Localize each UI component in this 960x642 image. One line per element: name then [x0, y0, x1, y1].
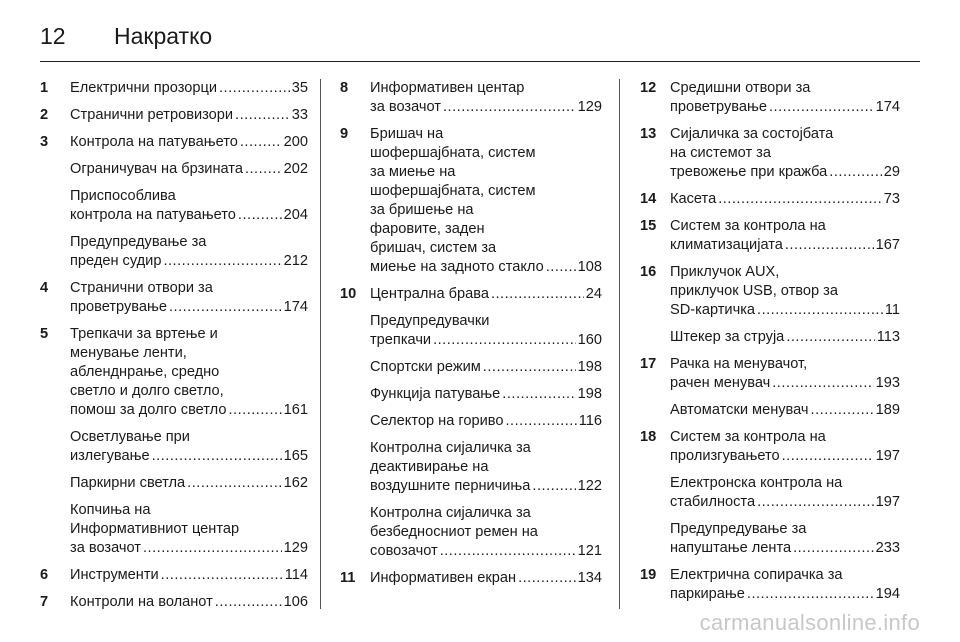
toc-entry-text: шофершајбната, систем	[370, 145, 536, 161]
toc-entry-body	[670, 566, 900, 604]
toc-entry-text: Осветлување при	[70, 429, 190, 445]
leader-dots	[793, 539, 874, 558]
toc-entry-text: Касета	[670, 191, 717, 207]
toc-entry-number: 5	[40, 326, 49, 342]
toc-entry-last-line	[70, 298, 308, 317]
toc-entry	[40, 593, 308, 612]
toc-entry-text: менување ленти,	[70, 345, 187, 361]
toc-entry-last-line	[670, 374, 900, 393]
toc-entry-body	[670, 328, 900, 347]
toc-entry	[670, 328, 900, 347]
toc-entry-page: 194	[875, 586, 900, 602]
leader-dots	[532, 477, 575, 496]
toc-entry	[370, 385, 602, 404]
toc-entry-last-line	[670, 401, 900, 420]
toc-entry-body	[70, 474, 308, 493]
toc-entry-body	[670, 474, 900, 512]
toc-entry-last-line	[670, 190, 900, 209]
toc-entry-text: помош за долго светло	[70, 402, 227, 418]
toc-column-1	[40, 79, 308, 620]
toc-entry-body	[370, 569, 602, 588]
toc-entry	[640, 263, 900, 320]
toc-entry-page: 233	[875, 540, 900, 556]
toc-entry-page: 160	[577, 332, 602, 348]
toc-entry	[340, 79, 602, 117]
toc-entry-number: 16	[640, 264, 657, 280]
toc-entry-body	[70, 428, 308, 466]
column-divider	[320, 79, 321, 609]
toc-entry-text: Автоматски менувач	[670, 402, 809, 418]
toc-entry-number: 11	[340, 570, 356, 586]
leader-dots	[169, 298, 282, 317]
toc-entry-page: 167	[875, 237, 900, 253]
toc-entry-page: 106	[283, 594, 308, 610]
toc-entry-last-line	[70, 252, 308, 271]
toc-entry-last-line	[370, 358, 602, 377]
toc-entry-text: Информативниот центар	[70, 521, 240, 537]
leader-dots	[782, 447, 874, 466]
toc-entry-body	[70, 279, 308, 317]
toc-entry-number: 18	[640, 429, 657, 445]
toc-entry-text: Рачка на менувачот,	[670, 356, 808, 372]
toc-entry-number: 12	[640, 80, 657, 96]
toc-entry-text: тревожење при кражба	[670, 164, 828, 180]
toc-entry-body	[370, 125, 602, 277]
toc-entry-last-line	[70, 593, 308, 612]
toc-entry-last-line	[70, 447, 308, 466]
toc-entry-page: 193	[875, 375, 900, 391]
toc-entry-text: шофершајбната, систем	[370, 183, 536, 199]
toc-entry	[370, 439, 602, 496]
toc-entry	[70, 428, 308, 466]
toc-entry-last-line	[70, 106, 308, 125]
toc-entry-text: стабилноста	[670, 494, 756, 510]
toc-entry-text: за бришење на	[370, 202, 474, 218]
toc-entry-number: 17	[640, 356, 657, 372]
toc-entry-page: 108	[577, 259, 602, 275]
leader-dots	[219, 79, 290, 98]
toc-entry-page: 11	[884, 302, 900, 318]
toc-entry-text: Систем за контрола на	[670, 218, 826, 234]
toc-entry-body	[70, 593, 308, 612]
toc-entry-last-line	[370, 258, 602, 277]
toc-entry-text: Контроли на воланот	[70, 594, 213, 610]
toc-entry-text: излегување	[70, 448, 150, 464]
toc-entry-page: 197	[875, 448, 900, 464]
toc-entry-last-line	[70, 474, 308, 493]
toc-entry-page: 189	[875, 402, 900, 418]
toc-entry-last-line	[70, 539, 308, 558]
header-rule	[40, 61, 920, 62]
toc-entry	[340, 285, 602, 304]
page-title: Накратко	[114, 22, 213, 49]
toc-entry-text: деактивирање на	[370, 459, 489, 475]
toc-entry-last-line	[70, 401, 308, 420]
toc-entry-text: безбедносниот ремен на	[370, 524, 538, 540]
toc-entry-last-line	[370, 477, 602, 496]
toc-entry	[70, 474, 308, 493]
toc-entry-text: миење на задното стакло	[370, 259, 544, 275]
toc-entry-body	[370, 439, 602, 496]
toc-entry-page: 212	[283, 253, 308, 269]
toc-entry-body	[370, 79, 602, 117]
toc-entry-page: 33	[291, 107, 308, 123]
toc-entry-text: проветрување	[70, 299, 167, 315]
toc-entry-page: 161	[283, 402, 308, 418]
toc-entry-text: Електрична сопирачка за	[670, 567, 843, 583]
toc-entry	[70, 160, 308, 179]
toc-entry	[370, 358, 602, 377]
toc-entry-text: Бришач на	[370, 126, 444, 142]
leader-dots	[772, 374, 873, 393]
toc-entry-text: светло и долго светло,	[70, 383, 224, 399]
toc-entry-body	[370, 412, 602, 431]
toc-entry-body	[670, 263, 900, 320]
toc-entry-body	[670, 190, 900, 209]
toc-column-3	[640, 79, 900, 612]
toc-entry-last-line	[370, 285, 602, 304]
toc-entry-last-line	[670, 236, 900, 255]
toc-entry-text: Копчиња на	[70, 502, 151, 518]
toc-entry-page: 197	[875, 494, 900, 510]
toc-entry	[670, 401, 900, 420]
toc-entry-last-line	[670, 447, 900, 466]
toc-entry-text: трепкачи	[370, 332, 432, 348]
toc-entry	[70, 233, 308, 271]
toc-entry-text: Информативен центар	[370, 80, 525, 96]
toc-entry-text: Функција патување	[370, 386, 501, 402]
toc-entry	[40, 566, 308, 585]
toc-entry-text: Предупредувачки	[370, 313, 490, 329]
toc-entry-text: на системот за	[670, 145, 771, 161]
toc-entry-text: Инструменти	[70, 567, 159, 583]
toc-entry-text: приклучок USB, отвор за	[670, 283, 838, 299]
leader-dots	[757, 493, 874, 512]
toc-entry-body	[70, 133, 308, 152]
toc-entry-body	[370, 285, 602, 304]
toc-entry-last-line	[370, 412, 602, 431]
toc-entry-text: Контролна сијаличка за	[370, 440, 531, 456]
toc-entry-text: Приклучок AUX,	[670, 264, 780, 280]
leader-dots	[443, 98, 576, 117]
toc-entry-last-line	[70, 160, 308, 179]
leader-dots	[546, 258, 576, 277]
toc-entry-number: 8	[340, 80, 349, 96]
toc-entry-last-line	[670, 328, 900, 347]
toc-entry-last-line	[670, 163, 900, 182]
toc-entry-text: Електрични прозорци	[70, 80, 217, 96]
toc-entry-body	[70, 501, 308, 558]
toc-entry-text: Паркирни светла	[70, 475, 186, 491]
toc-entry-page: 129	[283, 540, 308, 556]
leader-dots	[811, 401, 874, 420]
toc-entry	[370, 504, 602, 561]
toc-entry-text: Средишни отвори за	[670, 80, 811, 96]
toc-entry-text: Трепкачи за вртење и	[70, 326, 218, 342]
leader-dots	[163, 252, 281, 271]
toc-entry-last-line	[370, 569, 602, 588]
toc-entry	[640, 355, 900, 393]
toc-entry-text: Систем за контрола на	[670, 429, 826, 445]
leader-dots	[769, 98, 874, 117]
watermark: carmanualsonline.info	[699, 610, 920, 635]
toc-entry-number: 9	[340, 126, 349, 142]
leader-dots	[228, 401, 281, 420]
toc-entry-number: 19	[640, 567, 657, 583]
toc-entry-page: 129	[577, 99, 602, 115]
toc-entry-page: 116	[578, 413, 602, 429]
toc-entry-text: за миење на	[370, 164, 456, 180]
toc-entry-body	[670, 79, 900, 117]
toc-entry-last-line	[670, 539, 900, 558]
toc-entry-text: Предупредување за	[670, 521, 807, 537]
leader-dots	[747, 585, 874, 604]
toc-entry	[40, 79, 308, 98]
leader-dots	[187, 474, 281, 493]
toc-entry-body	[670, 401, 900, 420]
toc-entry-page: 73	[883, 191, 900, 207]
toc-entry	[70, 501, 308, 558]
toc-entry-page: 35	[291, 80, 308, 96]
toc-entry-body	[70, 106, 308, 125]
toc-entry	[640, 79, 900, 117]
toc-entry-last-line	[370, 542, 602, 561]
toc-entry-body	[70, 160, 308, 179]
toc-entry	[40, 279, 308, 317]
toc-entry-text: Сијаличка за состојбата	[670, 126, 834, 142]
toc-entry	[670, 474, 900, 512]
toc-entry-body	[370, 358, 602, 377]
toc-entry-page: 174	[875, 99, 900, 115]
toc-entry	[640, 125, 900, 182]
toc-entry-number: 13	[640, 126, 657, 142]
leader-dots	[238, 206, 282, 225]
toc-entry-number: 7	[40, 594, 49, 610]
toc-entry-text: Приспособлива	[70, 188, 176, 204]
toc-entry-number: 1	[40, 80, 49, 96]
toc-entry	[640, 566, 900, 604]
leader-dots	[785, 236, 874, 255]
toc-entry	[670, 520, 900, 558]
toc-entry	[40, 106, 308, 125]
toc-entry-text: Штекер за струја	[670, 329, 785, 345]
toc-entry-text: Централна брава	[370, 286, 489, 302]
toc-entry	[640, 190, 900, 209]
toc-entry-page: 24	[585, 286, 602, 302]
toc-entry-text: Контрола на патувањето	[70, 134, 238, 150]
toc-entry-number: 10	[340, 286, 357, 302]
leader-dots	[483, 358, 576, 377]
toc-entry-page: 162	[283, 475, 308, 491]
toc-entry-text: Информативен екран	[370, 570, 517, 586]
toc-entry-body	[670, 217, 900, 255]
toc-entry-text: рачен менувач	[670, 375, 771, 391]
toc-entry-number: 15	[640, 218, 657, 234]
toc-entry-text: SD-картичка	[670, 302, 756, 318]
toc-entry-page: 200	[283, 134, 308, 150]
toc-entry-text: Електронска контрола на	[670, 475, 843, 491]
toc-entry	[640, 428, 900, 466]
leader-dots	[718, 190, 882, 209]
toc-entry-last-line	[670, 301, 900, 320]
leader-dots	[235, 106, 290, 125]
toc-entry-text: фаровите, заден	[370, 221, 485, 237]
toc-entry-body	[670, 355, 900, 393]
toc-column-2	[340, 79, 602, 596]
toc-entry-page: 121	[577, 543, 602, 559]
toc-entry-number: 3	[40, 134, 49, 150]
toc-entry-page: 204	[283, 207, 308, 223]
toc-entry-page: 198	[577, 359, 602, 375]
leader-dots	[152, 447, 282, 466]
toc-entry-text: проветрување	[670, 99, 767, 115]
toc-entry-page: 134	[577, 570, 602, 586]
leader-dots	[505, 412, 576, 431]
toc-entry-last-line	[70, 566, 308, 585]
toc-entry-page: 122	[577, 478, 602, 494]
toc-entry-last-line	[370, 98, 602, 117]
toc-entry-text: за возачот	[70, 540, 141, 556]
toc-entry-body	[370, 312, 602, 350]
toc-entry	[340, 125, 602, 277]
toc-entry-body	[70, 233, 308, 271]
toc-entry-body	[70, 79, 308, 98]
toc-entry-text: Странични ретровизори	[70, 107, 234, 123]
toc-entry-text: Контролна сијаличка за	[370, 505, 531, 521]
toc-entry	[40, 133, 308, 152]
leader-dots	[502, 385, 575, 404]
toc-entry-text: абленднрање, средно	[70, 364, 220, 380]
leader-dots	[440, 542, 576, 561]
toc-entry-last-line	[70, 206, 308, 225]
toc-entry-last-line	[670, 585, 900, 604]
toc-entry-number: 14	[640, 191, 657, 207]
toc-entry-last-line	[70, 133, 308, 152]
page-number: 12	[40, 22, 66, 49]
toc-entry-last-line	[370, 385, 602, 404]
toc-entry-page: 174	[283, 299, 308, 315]
toc-entry	[340, 569, 602, 588]
page-header	[40, 14, 920, 58]
leader-dots	[757, 301, 883, 320]
toc-entry	[370, 312, 602, 350]
leader-dots	[215, 593, 282, 612]
toc-entry-body	[370, 385, 602, 404]
leader-dots	[829, 163, 881, 182]
leader-dots	[245, 160, 282, 179]
toc-entry-page: 202	[283, 161, 308, 177]
toc-entry-text: совозачот	[370, 543, 438, 559]
toc-entry	[370, 412, 602, 431]
toc-entry-body	[670, 520, 900, 558]
toc-entry-last-line	[70, 79, 308, 98]
toc-entry	[70, 187, 308, 225]
toc-entry-text: Селектор на гориво	[370, 413, 504, 429]
toc-entry-body	[670, 428, 900, 466]
toc-entry-number: 6	[40, 567, 49, 583]
leader-dots	[786, 328, 874, 347]
toc-entry-page: 29	[883, 164, 900, 180]
toc-entry-body	[670, 125, 900, 182]
toc-entry-body	[70, 325, 308, 420]
toc-entry-body	[70, 187, 308, 225]
toc-entry-text: паркирање	[670, 586, 745, 602]
toc-entry	[40, 325, 308, 420]
toc-entry-text: за возачот	[370, 99, 441, 115]
toc-entry-last-line	[370, 331, 602, 350]
leader-dots	[433, 331, 576, 350]
toc-entry-text: Спортски режим	[370, 359, 481, 375]
toc-entry-text: Ограничувач на брзината	[70, 161, 243, 177]
toc-entry-number: 4	[40, 280, 49, 296]
toc-entry-text: контрола на патувањето	[70, 207, 236, 223]
leader-dots	[518, 569, 576, 588]
toc-entry	[640, 217, 900, 255]
leader-dots	[240, 133, 282, 152]
toc-entry-text: воздушните перничиња	[370, 478, 531, 494]
toc-entry-text: преден судир	[70, 253, 162, 269]
toc-entry-page: 165	[283, 448, 308, 464]
toc-entry-page: 198	[577, 386, 602, 402]
toc-entry-last-line	[670, 493, 900, 512]
toc-entry-text: бришач, систем за	[370, 240, 497, 256]
toc-entry-text: климатизацијата	[670, 237, 783, 253]
column-divider	[619, 79, 620, 609]
toc-entry-body	[70, 566, 308, 585]
toc-entry-text: напуштање лента	[670, 540, 792, 556]
toc-entry-body	[370, 504, 602, 561]
leader-dots	[491, 285, 584, 304]
toc-entry-last-line	[670, 98, 900, 117]
toc-entry-text: Странични отвори за	[70, 280, 213, 296]
toc-entry-page: 114	[284, 567, 308, 583]
toc-entry-text: пролизгувањето	[670, 448, 780, 464]
leader-dots	[143, 539, 282, 558]
leader-dots	[161, 566, 283, 585]
toc-entry-text: Предупредување за	[70, 234, 207, 250]
toc-entry-page: 113	[876, 329, 900, 345]
toc-entry-number: 2	[40, 107, 49, 123]
